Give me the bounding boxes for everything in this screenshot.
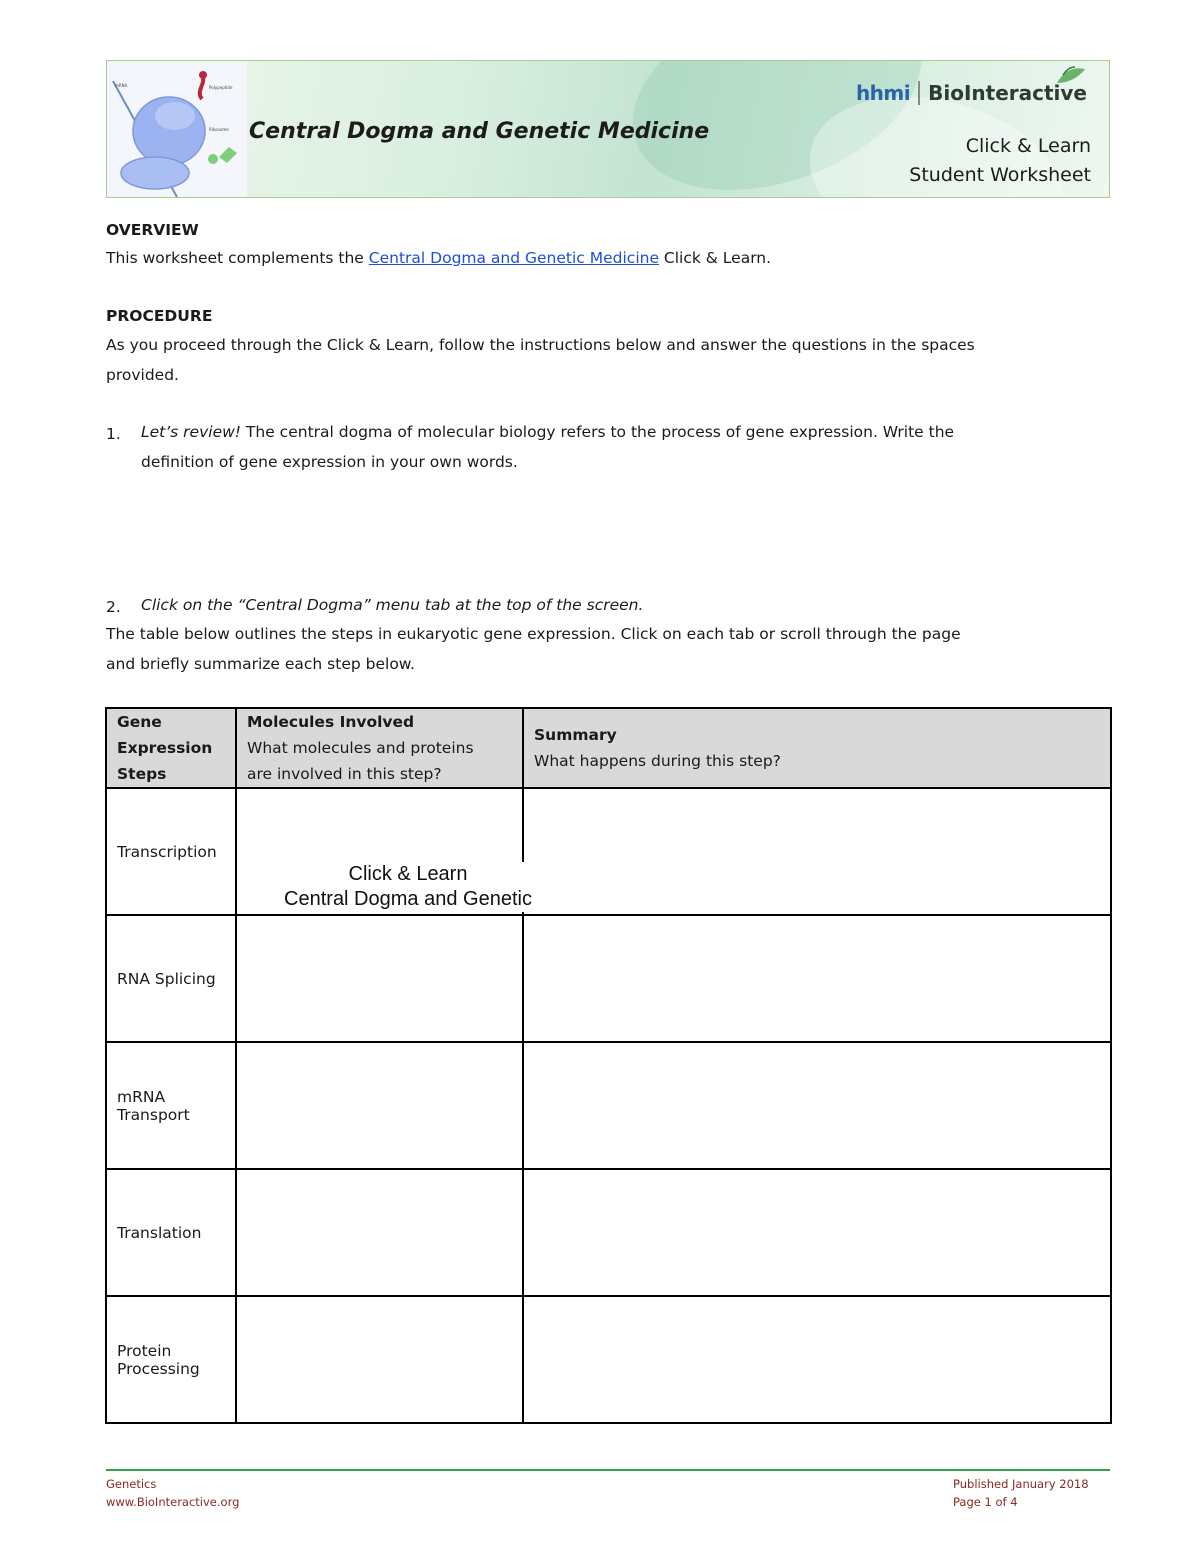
summary-answer-cell[interactable]: [523, 1169, 1111, 1296]
step-cell: [106, 1042, 236, 1169]
gene-expression-table: [105, 707, 1112, 1424]
svg-text:mRNA: mRNA: [115, 83, 128, 88]
footer-page-number: Page 1 of 4: [953, 1495, 1018, 1509]
footer-website: www.BioInteractive.org: [106, 1495, 240, 1509]
question-2-line2: and briefly summarize each step below.: [106, 655, 415, 673]
banner-subtitle: Student Worksheet: [909, 164, 1091, 186]
step-label: RNA Splicing: [117, 969, 216, 988]
summary-answer-cell[interactable]: [523, 788, 1111, 915]
step-cell: [106, 1169, 236, 1296]
svg-text:Polypeptide: Polypeptide: [209, 85, 233, 90]
procedure-heading: PROCEDURE: [106, 307, 213, 325]
brand-hhmi: hhmi: [855, 81, 911, 105]
table-row: [106, 915, 1111, 1042]
header-banner: [106, 60, 1110, 198]
procedure-intro: As you proceed through the Click & Learn, follow the instructions below and answer the questions in the spaces: [106, 336, 975, 354]
table-row: [106, 1296, 1111, 1423]
question-2-instruction: [141, 591, 1101, 620]
question-1-line1: The central dogma of molecular biology refers to the process of gene expression. Write the: [241, 423, 955, 441]
molecule-illustration-icon: [107, 61, 247, 197]
step-label: Protein: [117, 1341, 172, 1360]
overview-text: [106, 244, 771, 273]
question-2-lead: Click on the “Central Dogma” menu tab at the top of the screen.: [141, 596, 644, 614]
footer-divider: [106, 1469, 1110, 1471]
procedure-intro-cont: provided.: [106, 366, 179, 384]
summary-answer-cell[interactable]: [523, 915, 1111, 1042]
summary-answer-cell[interactable]: [523, 1042, 1111, 1169]
footer-subject: Genetics: [106, 1477, 157, 1491]
header-summary: [523, 708, 1111, 788]
question-number: 2.: [106, 598, 121, 616]
header-molecules-line: are involved in this step?: [247, 765, 442, 783]
molecules-answer-cell[interactable]: [236, 915, 523, 1042]
step-cell: [106, 788, 236, 915]
molecules-answer-cell[interactable]: [236, 1296, 523, 1423]
click-learn-link[interactable]: Central Dogma and Genetic Medicine: [368, 249, 659, 267]
table-row: [106, 1042, 1111, 1169]
brand-name: BioInteractive: [928, 81, 1087, 105]
step-cell: [106, 1296, 236, 1423]
overview-text-before: This worksheet complements the: [106, 249, 369, 267]
step-label: Transcription: [117, 842, 217, 861]
header-molecules: [236, 708, 523, 788]
table-row: [106, 788, 1111, 915]
table-header-row: [106, 708, 1111, 788]
step-cell: [106, 915, 236, 1042]
step-label: Translation: [117, 1223, 202, 1242]
overview-text-after: Click & Learn.: [659, 249, 772, 267]
step-label: Transport: [117, 1105, 190, 1124]
header-steps-line: Expression: [117, 739, 213, 757]
question-1-lead: Let’s review!: [141, 423, 241, 441]
question-1-line2: definition of gene expression in your own words.: [141, 453, 518, 471]
header-molecules-line: What molecules and proteins: [247, 739, 474, 757]
header-molecules-title: Molecules Involved: [247, 713, 415, 731]
header-summary-title: Summary: [534, 726, 617, 744]
brand-divider: [918, 81, 920, 105]
table-row: [106, 1169, 1111, 1296]
header-steps-line: Steps: [117, 765, 167, 783]
step-label: mRNA: [117, 1087, 166, 1106]
header-summary-sub: What happens during this step?: [534, 752, 781, 770]
header-steps: [106, 708, 236, 788]
question-1-text: [141, 418, 1101, 447]
question-2-line1: The table below outlines the steps in eukaryotic gene expression. Click on each tab or scroll through the page: [106, 625, 961, 643]
overlay-line: Click & Learn: [348, 863, 468, 885]
molecules-answer-cell[interactable]: [236, 1169, 523, 1296]
footer-published: Published January 2018: [953, 1477, 1089, 1491]
banner-subtitle: Click & Learn: [965, 135, 1091, 157]
summary-answer-cell[interactable]: [523, 1296, 1111, 1423]
banner-title: Central Dogma and Genetic Medicine: [249, 119, 710, 144]
overlay-line: Central Dogma and Genetic: [284, 888, 532, 910]
brand-logo: [856, 81, 1087, 105]
molecules-answer-cell[interactable]: [236, 1042, 523, 1169]
overview-heading: OVERVIEW: [106, 221, 199, 239]
svg-text:Ribosome: Ribosome: [209, 127, 229, 132]
header-steps-line: Gene: [117, 713, 162, 731]
overlay-caption: [262, 862, 554, 912]
step-label: Processing: [117, 1359, 200, 1378]
question-number: 1.: [106, 425, 121, 443]
